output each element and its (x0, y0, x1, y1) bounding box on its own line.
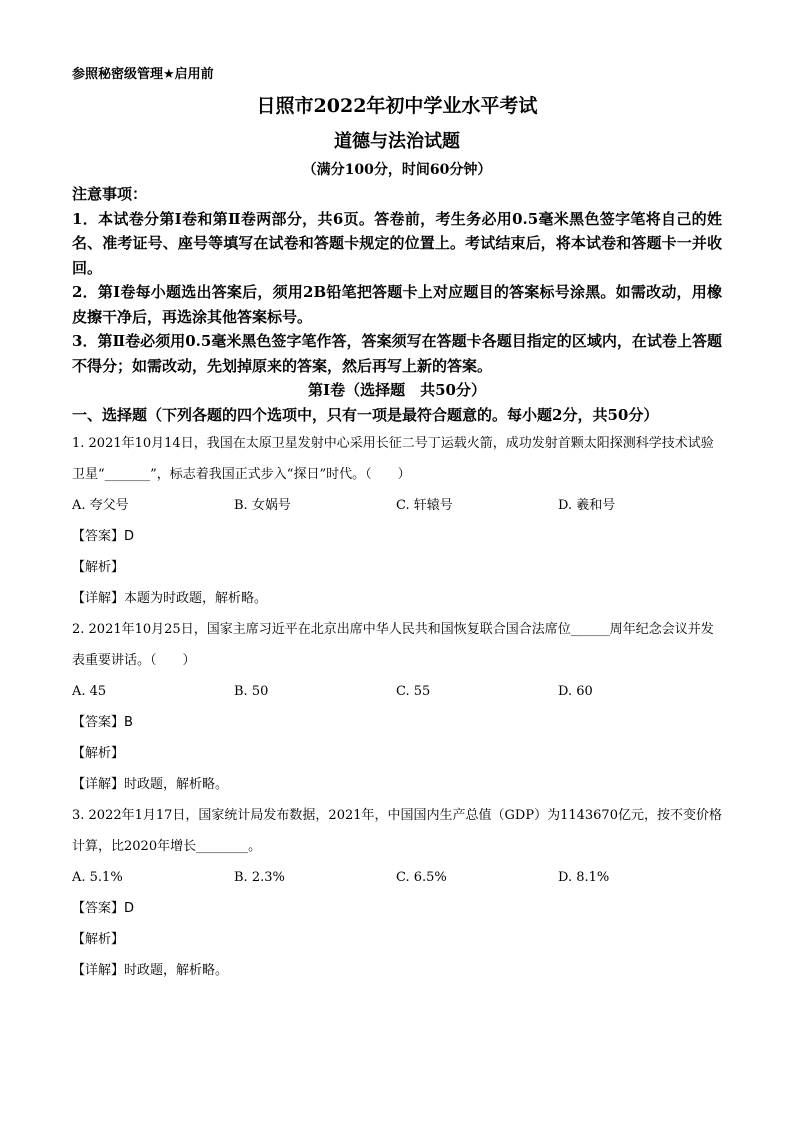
notice-item: 2．第Ⅰ卷每小题选出答案后，须用2B铅笔把答题卡上对应题目的答案标号涂黑。如需改动，用橡皮擦干净后，再选涂其他答案标号。 (72, 283, 722, 326)
score-note: （满分100分，时间60分钟） (302, 162, 492, 178)
answer-label: 【答案】D (72, 529, 135, 544)
option-b: B. 女娲号 (234, 498, 291, 513)
part-title: 一、选择题（下列各题的四个选项中，只有一项是最符合题意的。每小题2分，共50分） (72, 406, 659, 424)
option-a: A. 夸父号 (72, 498, 129, 513)
question-stem: 2. 2021年10月25日，国家主席习近平在北京出席中华人民共和国恢复联合国合法席位______周年纪念会议并发表重要讲话。（ ） (72, 622, 714, 668)
detail-label: 【详解】时政题，解析略。 (72, 963, 229, 978)
detail-label: 【详解】时政题，解析略。 (72, 777, 229, 792)
question-3 (72, 800, 722, 986)
option-a: A. 45 (72, 684, 107, 699)
notice-item: 1．本试卷分第Ⅰ卷和第Ⅱ卷两部分，共6页。答卷前，考生务必用0.5毫米黑色签字笔将自己的姓名、准考证号、座号等填写在试卷和答题卡规定的位置上。考试结束后，将本试卷和答题卡一并收回。 (72, 209, 722, 277)
notice-item: 3．第Ⅱ卷必须用0.5毫米黑色签字笔作答，答案须写在答题卡各题目指定的区域内，在试卷上答题不得分；如需改动，先划掉原来的答案，然后再写上新的答案。 (72, 332, 722, 375)
analysis-label: 【解析】 (72, 932, 125, 947)
exam-title: 日照市2022年初中学业水平考试 (256, 95, 538, 117)
analysis-label: 【解析】 (72, 746, 125, 761)
option-a: A. 5.1% (72, 870, 123, 885)
option-c: C. 6.5% (396, 870, 447, 885)
option-c: C. 轩辕号 (396, 498, 453, 513)
analysis-label: 【解析】 (72, 560, 125, 575)
option-b: B. 50 (234, 684, 269, 699)
option-b: B. 2.3% (234, 870, 285, 885)
detail-label: 【详解】本题为时政题，解析略。 (72, 591, 268, 606)
notice-block (72, 182, 722, 378)
question-stem: 1. 2021年10月14日，我国在太原卫星发射中心采用长征二号丁运载火箭，成功发射首颗太阳探测科学技术试验卫星“_______”，标志着我国正式步入“探日”时代。（ ） (72, 436, 714, 482)
exam-page (72, 64, 722, 986)
subject-title: 道德与法治试题 (334, 131, 460, 152)
question-2 (72, 614, 722, 800)
answer-label: 【答案】B (72, 715, 133, 730)
confidential-label: 参照秘密级管理★启用前 (72, 67, 214, 82)
option-list (72, 862, 722, 893)
notice-heading: 注意事项： (72, 185, 148, 203)
section-title: 第Ⅰ卷（选择题 共50分） (308, 381, 486, 399)
option-c: C. 55 (396, 684, 431, 699)
option-list (72, 490, 722, 521)
option-list (72, 676, 722, 707)
question-1 (72, 428, 722, 614)
option-d: D. 8.1% (558, 870, 610, 885)
answer-label: 【答案】D (72, 901, 135, 916)
option-d: D. 60 (558, 684, 593, 699)
question-stem: 3. 2022年1月17日，国家统计局发布数据，2021年，中国国内生产总值（GDP）为1143670亿元，按不变价格计算，比2020年增长________。 (72, 808, 722, 854)
option-d: D. 羲和号 (558, 498, 616, 513)
